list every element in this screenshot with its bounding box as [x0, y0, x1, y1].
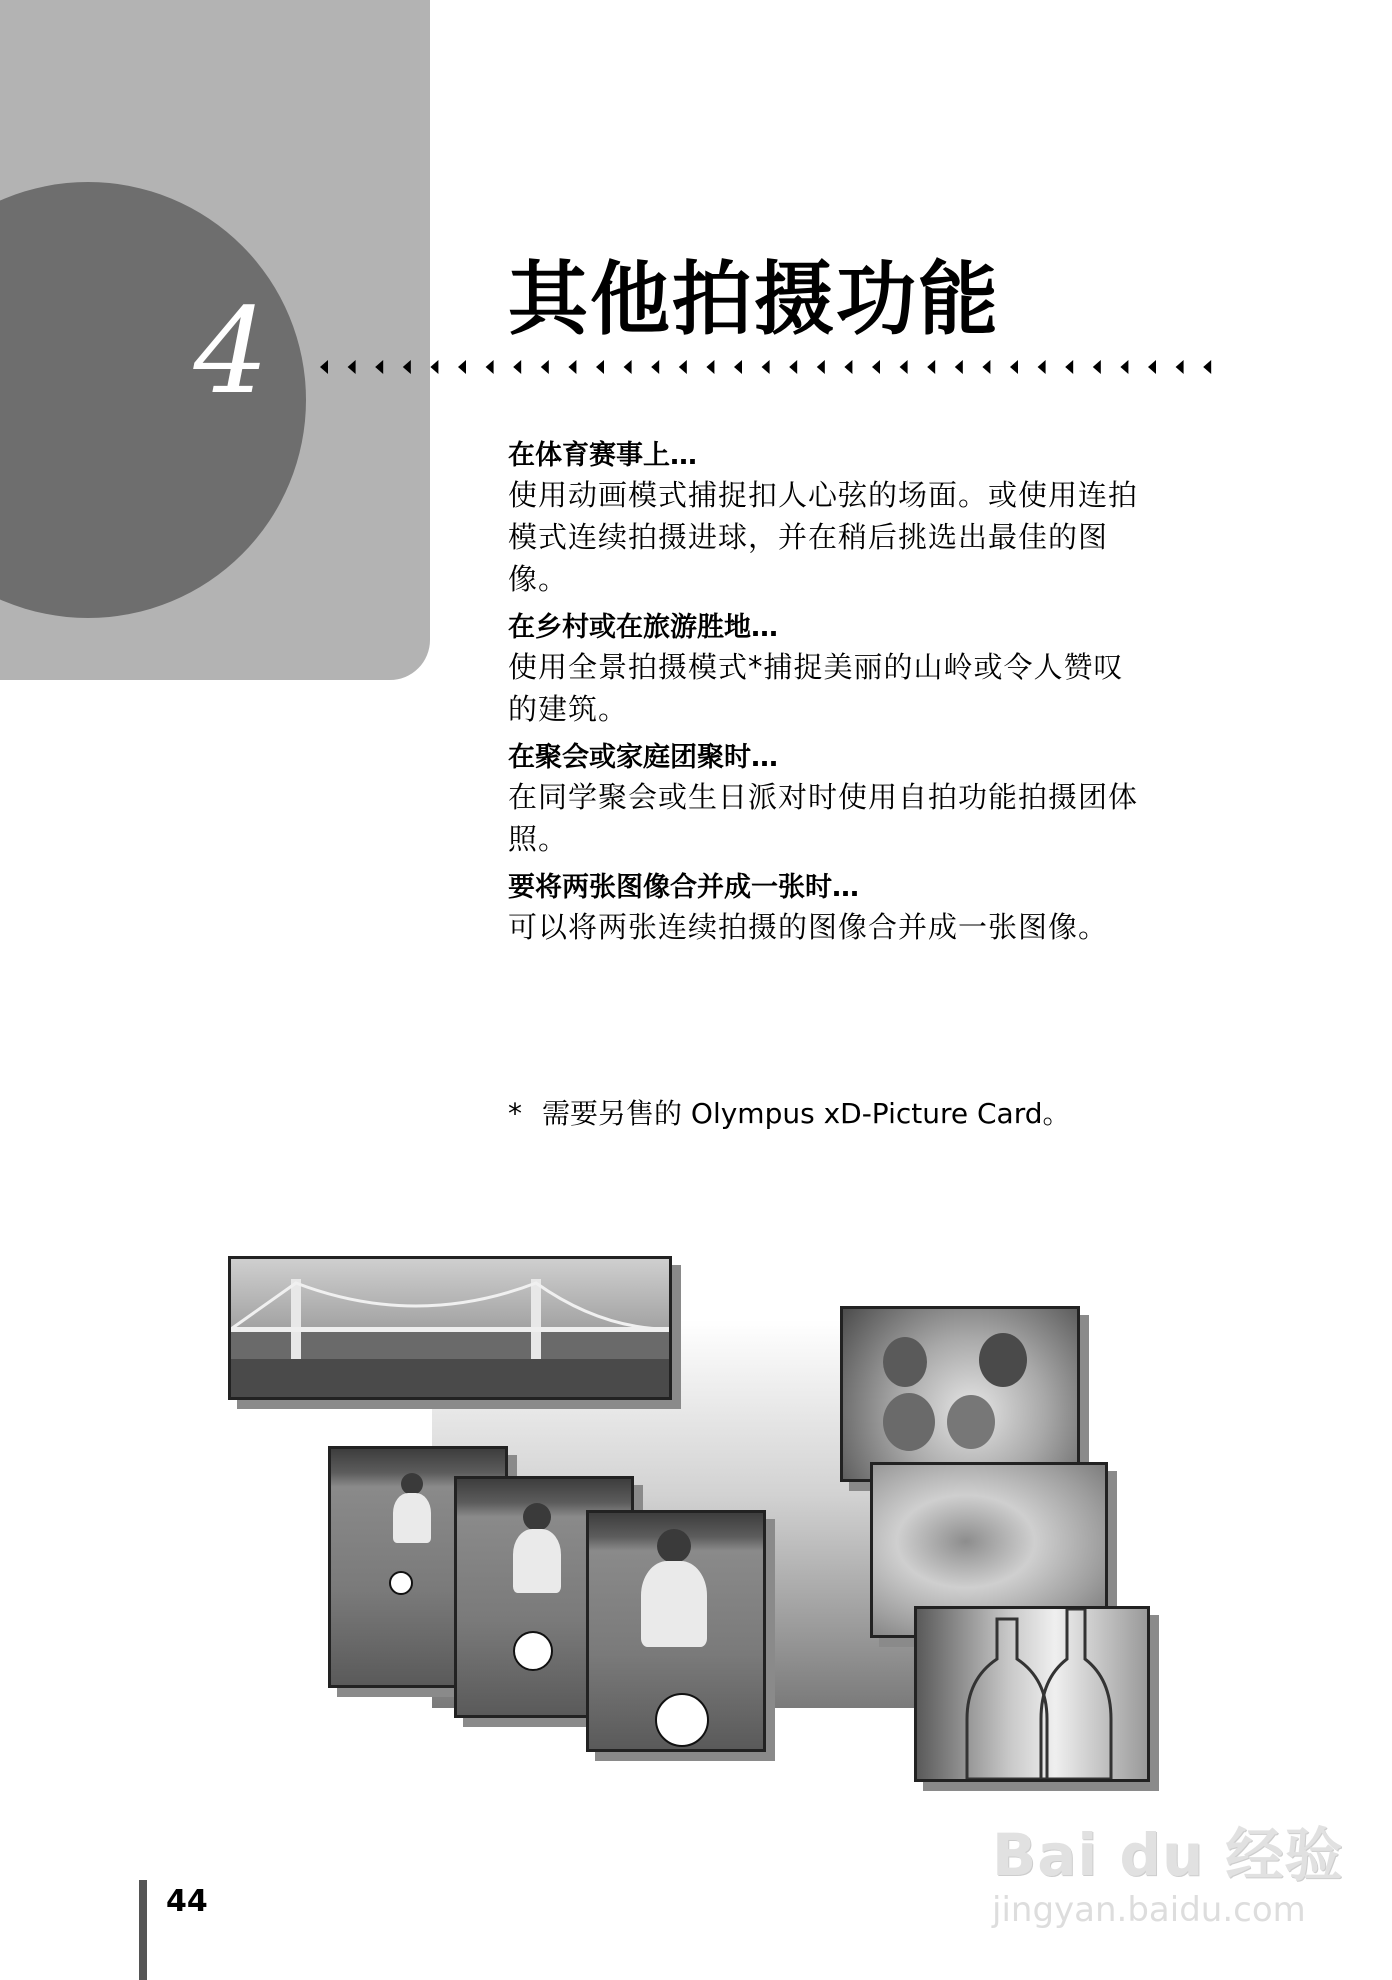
- page-number-rule: [139, 1880, 147, 1980]
- section-heading: 在乡村或在旅游胜地…: [508, 612, 778, 643]
- bottles-illustration: [917, 1609, 1147, 1779]
- rule-triangle-mark: [348, 360, 356, 374]
- bridge-panorama-photo: [228, 1256, 672, 1400]
- rule-triangle-mark: [1203, 360, 1211, 374]
- watermark-url: jingyan.baidu.com: [992, 1890, 1306, 1930]
- rule-triangle-mark: [927, 360, 935, 374]
- rule-triangle-mark: [430, 360, 438, 374]
- section-body: 可以将两张连续拍摄的图像合并成一张图像。: [508, 910, 1109, 944]
- watermark-logo: Bai du 经验: [992, 1821, 1344, 1889]
- rule-triangle-mark: [872, 360, 880, 374]
- section-body: 使用全景拍摄模式*捕捉美丽的山岭或令人赞叹的建筑。: [508, 650, 1124, 726]
- rule-triangle-mark: [955, 360, 963, 374]
- rule-triangle-mark: [375, 360, 383, 374]
- rule-triangle-mark: [486, 360, 494, 374]
- footnote-text: 需要另售的 Olympus xD-Picture Card。: [542, 1097, 1071, 1130]
- page-number: 44: [166, 1884, 208, 1919]
- section-heading: 在体育赛事上…: [508, 440, 697, 471]
- rule-triangle-mark: [1038, 360, 1046, 374]
- rule-triangle-mark: [900, 360, 908, 374]
- section-heading: 在聚会或家庭团聚时…: [508, 742, 778, 773]
- rule-triangle-mark: [651, 360, 659, 374]
- rule-triangle-mark: [982, 360, 990, 374]
- rule-triangle-mark: [513, 360, 521, 374]
- rule-triangle-mark: [762, 360, 770, 374]
- rule-triangle-mark: [789, 360, 797, 374]
- section-combine: [508, 870, 1138, 948]
- chapter-dotted-rule: [316, 356, 1224, 378]
- footnote-mark: *: [508, 1097, 522, 1130]
- section-heading: 要将两张图像合并成一张时…: [508, 872, 859, 903]
- watermark: [992, 1808, 1344, 1968]
- rule-triangle-mark: [596, 360, 604, 374]
- section-body: 使用动画模式捕捉扣人心弦的场面。或使用连拍模式连续拍摄进球，并在稍后挑选出最佳的图像。: [508, 478, 1139, 596]
- rule-triangle-mark: [403, 360, 411, 374]
- section-sports: [508, 438, 1138, 600]
- chapter-title: 其他拍摄功能: [508, 253, 1000, 346]
- glass-bottles-photo: [914, 1606, 1150, 1782]
- rule-triangle-mark: [844, 360, 852, 374]
- chapter-number: 4: [193, 282, 269, 420]
- rule-triangle-mark: [541, 360, 549, 374]
- rule-triangle-mark: [1010, 360, 1018, 374]
- rule-triangle-mark: [734, 360, 742, 374]
- footnote: [508, 1096, 1071, 1132]
- rule-triangle-mark: [568, 360, 576, 374]
- rule-triangle-mark: [624, 360, 632, 374]
- rule-triangle-mark: [458, 360, 466, 374]
- soccer-sequence-photo-3: [586, 1510, 766, 1752]
- rule-triangle-mark: [817, 360, 825, 374]
- rule-triangle-mark: [1093, 360, 1101, 374]
- rule-triangle-mark: [1176, 360, 1184, 374]
- bridge-illustration: [231, 1259, 669, 1397]
- rule-triangle-mark: [1065, 360, 1073, 374]
- rule-triangle-mark: [679, 360, 687, 374]
- family-group-photo: [840, 1306, 1080, 1482]
- rule-triangle-mark: [1120, 360, 1128, 374]
- rule-triangle-mark: [706, 360, 714, 374]
- rule-triangle-mark: [1148, 360, 1156, 374]
- content-sections: [508, 430, 1138, 948]
- section-countryside: [508, 610, 1138, 730]
- rule-triangle-mark: [320, 360, 328, 374]
- section-party: [508, 740, 1138, 860]
- section-body: 在同学聚会或生日派对时使用自拍功能拍摄团体照。: [508, 780, 1139, 856]
